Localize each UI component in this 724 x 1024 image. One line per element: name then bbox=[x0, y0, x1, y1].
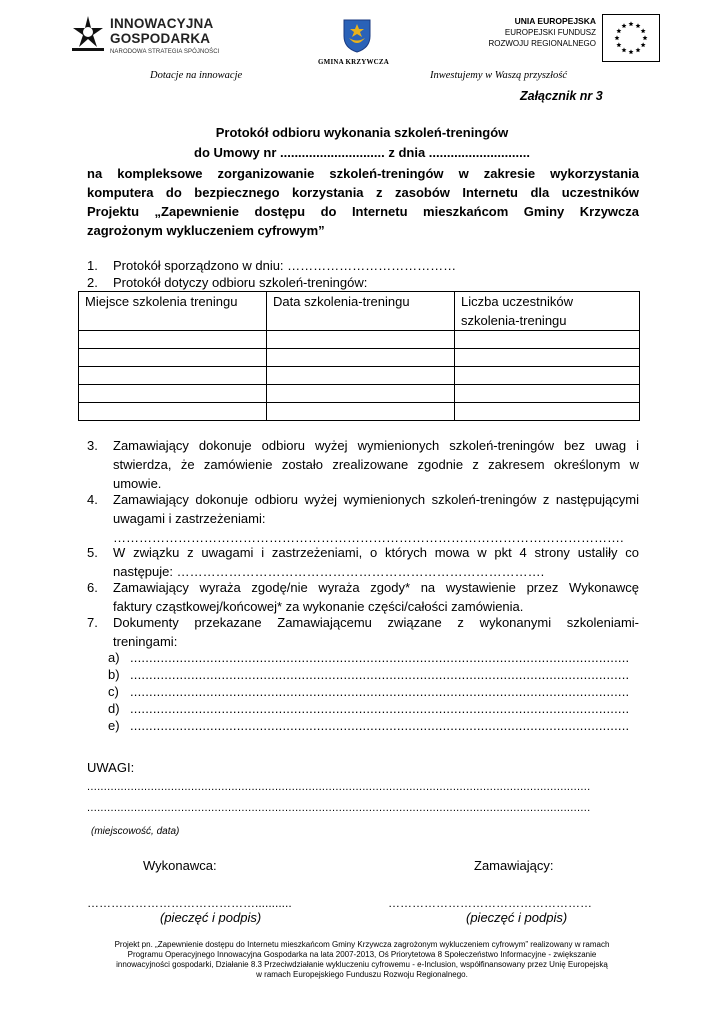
table-cell[interactable] bbox=[267, 385, 455, 403]
subitem-dots[interactable]: ................................................................................................................................... bbox=[130, 650, 630, 665]
table-cell[interactable] bbox=[267, 331, 455, 349]
item-number: 2. bbox=[87, 275, 98, 290]
remarks-line2[interactable]: ...................................................................................................................................................... bbox=[87, 802, 591, 814]
item6-line2: faktury cząstkowej/końcowej* za wykonanie części/całości zamówienia. bbox=[113, 599, 524, 614]
attachment-number: Załącznik nr 3 bbox=[520, 89, 603, 103]
orderer-label: Zamawiający: bbox=[474, 858, 554, 873]
col-header-place: Miejsce szkolenia treningu bbox=[79, 292, 267, 331]
item3-line2: stwierdza, że zamówienie zostało zrealizowane zgodnie z zakresem określonym w bbox=[113, 457, 639, 472]
item-number: 5. bbox=[87, 545, 98, 560]
slogan-right: Inwestujemy w Waszą przyszłość bbox=[430, 70, 567, 81]
intro-line4: zagrożonym wykluczeniem cyfrowym” bbox=[87, 223, 325, 238]
table-cell[interactable] bbox=[79, 331, 267, 349]
item-text: Protokół dotyczy odbioru szkoleń-treningów: bbox=[113, 275, 368, 290]
gmina-coat-of-arms-icon bbox=[342, 18, 372, 54]
eu-text-block bbox=[478, 16, 596, 62]
table-cell[interactable] bbox=[455, 331, 640, 349]
contractor-signature-line[interactable]: ……………………………………........... bbox=[87, 896, 292, 910]
table-cell[interactable] bbox=[79, 403, 267, 421]
subitem-dots[interactable]: ................................................................................................................................... bbox=[130, 701, 630, 716]
subitem-dots[interactable]: ................................................................................................................................... bbox=[130, 667, 630, 682]
intro-line2: komputera do bezpiecznego korzystania z zasobów Internetu dla uczestników bbox=[87, 185, 639, 200]
contractor-label: Wykonawca: bbox=[143, 858, 217, 873]
ig-title-line1: INNOWACYJNA bbox=[110, 16, 214, 31]
table-cell[interactable] bbox=[79, 385, 267, 403]
ig-subtitle: NARODOWA STRATEGIA SPÓJNOŚCI bbox=[110, 49, 220, 55]
ig-title-line2: GOSPODARKA bbox=[110, 31, 211, 46]
item5-line1: W związku z uwagami i zastrzeżeniami, o których mowa w pkt 4 strony ustaliły co bbox=[113, 545, 639, 560]
star-figure-icon bbox=[68, 14, 108, 58]
table-row bbox=[79, 349, 640, 367]
item-number: 1. bbox=[87, 258, 98, 273]
item-text: Protokół sporządzono w dniu: ………………………………… bbox=[113, 258, 457, 273]
subitem-dots[interactable]: ................................................................................................................................... bbox=[130, 684, 630, 699]
table-cell[interactable] bbox=[455, 349, 640, 367]
item4-line1: Zamawiający dokonuje odbioru wyżej wymienionych szkoleń-treningów z następującymi bbox=[113, 492, 639, 507]
item-number: 6. bbox=[87, 580, 98, 595]
subitem-letter: c) bbox=[108, 684, 119, 699]
item7-line1: Dokumenty przekazane Zamawiającemu związane z wykonanymi szkoleniami- bbox=[113, 615, 639, 630]
table-row bbox=[79, 331, 640, 349]
remarks-line1[interactable]: ...................................................................................................................................................... bbox=[87, 781, 591, 793]
table-cell[interactable] bbox=[455, 367, 640, 385]
item3-line3: umowie. bbox=[113, 476, 162, 491]
col3-line1: Liczba uczestników bbox=[461, 294, 573, 309]
item4-line3: ………………………………………………………………………………………………………. bbox=[113, 530, 624, 545]
eu-line3: ROZWOJU REGIONALNEGO bbox=[488, 39, 596, 48]
orderer-signature-line[interactable]: …………………………………………… bbox=[388, 896, 592, 910]
footer-line3: innowacyjności gospodarki, Działanie 8.3 Przeciwdziałanie wykluczeniu cyfrowemu - e-Inclusion, współfinansowany przez Unię Europejską bbox=[116, 960, 608, 969]
table-cell[interactable] bbox=[79, 349, 267, 367]
subitem-letter: b) bbox=[108, 667, 120, 682]
table-cell[interactable] bbox=[267, 349, 455, 367]
subitem-letter: e) bbox=[108, 718, 120, 733]
place-date-label: (miejscowość, data) bbox=[91, 826, 180, 837]
training-table bbox=[78, 291, 640, 421]
item4-line2: uwagami i zastrzeżeniami: bbox=[113, 511, 266, 526]
item-number: 4. bbox=[87, 492, 98, 507]
subitem-letter: d) bbox=[108, 701, 120, 716]
contractor-stamp-label: (pieczęć i podpis) bbox=[160, 910, 262, 925]
contract-reference: do Umowy nr ............................. z dnia ............................ bbox=[194, 145, 530, 160]
footer-line1: Projekt pn. „Zapewnienie dostępu do Internetu mieszkańcom Gminy Krzywcza zagrożonym wykluczeniem cyfrowym” realizowany w ramach bbox=[114, 940, 610, 949]
table-row bbox=[79, 385, 640, 403]
table-cell[interactable] bbox=[455, 403, 640, 421]
table-row bbox=[79, 367, 640, 385]
document-title: Protokół odbioru wykonania szkoleń-treningów bbox=[215, 125, 509, 140]
intro-line1: na kompleksowe zorganizowanie szkoleń-treningów w zakresie wykorzystania bbox=[87, 166, 639, 181]
item7-line2: treningami: bbox=[113, 634, 178, 649]
item5-line2: następuje: …………………………………………………………………………. bbox=[113, 564, 545, 579]
table-cell[interactable] bbox=[267, 367, 455, 385]
subitem-letter: a) bbox=[108, 650, 120, 665]
footer-line2: Programu Operacyjnego Innowacyjna Gospodarka na lata 2007-2013, Oś Priorytetowa 8 Społeczeństwo Informacyjne - zwiększanie bbox=[127, 950, 597, 959]
item-number: 7. bbox=[87, 615, 98, 630]
table-row bbox=[79, 403, 640, 421]
table-header-row bbox=[79, 292, 640, 331]
item-number: 3. bbox=[87, 438, 98, 453]
project-footer bbox=[90, 940, 634, 980]
col-header-date: Data szkolenia-treningu bbox=[267, 292, 455, 331]
footer-line4: w ramach Europejskiego Funduszu Rozwoju Regionalnego. bbox=[256, 970, 468, 979]
eu-flag-icon bbox=[602, 14, 660, 62]
orderer-stamp-label: (pieczęć i podpis) bbox=[466, 910, 568, 925]
col3-line2: szkolenia-treningu bbox=[461, 313, 567, 328]
item3-line1: Zamawiający dokonuje odbioru wyżej wymienionych szkoleń-treningów bez uwag i bbox=[113, 438, 639, 453]
intro-paragraph bbox=[87, 164, 639, 240]
item6-line1: Zamawiający wyraża zgodę/nie wyraża zgody* na wystawienie przez Wykonawcę bbox=[113, 580, 639, 595]
gmina-label: GMINA KRZYWCZA bbox=[318, 58, 390, 66]
table-cell[interactable] bbox=[455, 385, 640, 403]
eu-line2: EUROPEJSKI FUNDUSZ bbox=[504, 28, 596, 37]
col-header-participants bbox=[455, 292, 640, 331]
table-cell[interactable] bbox=[267, 403, 455, 421]
intro-line3: Projektu „Zapewnienie dostępu do Internetu mieszkańcom Gminy Krzywcza bbox=[87, 204, 639, 219]
remarks-label: UWAGI: bbox=[87, 760, 135, 775]
eu-line1: UNIA EUROPEJSKA bbox=[514, 16, 596, 26]
table-cell[interactable] bbox=[79, 367, 267, 385]
slogan-left: Dotacje na innowacje bbox=[150, 70, 243, 81]
subitem-dots[interactable]: ................................................................................................................................... bbox=[130, 718, 630, 733]
